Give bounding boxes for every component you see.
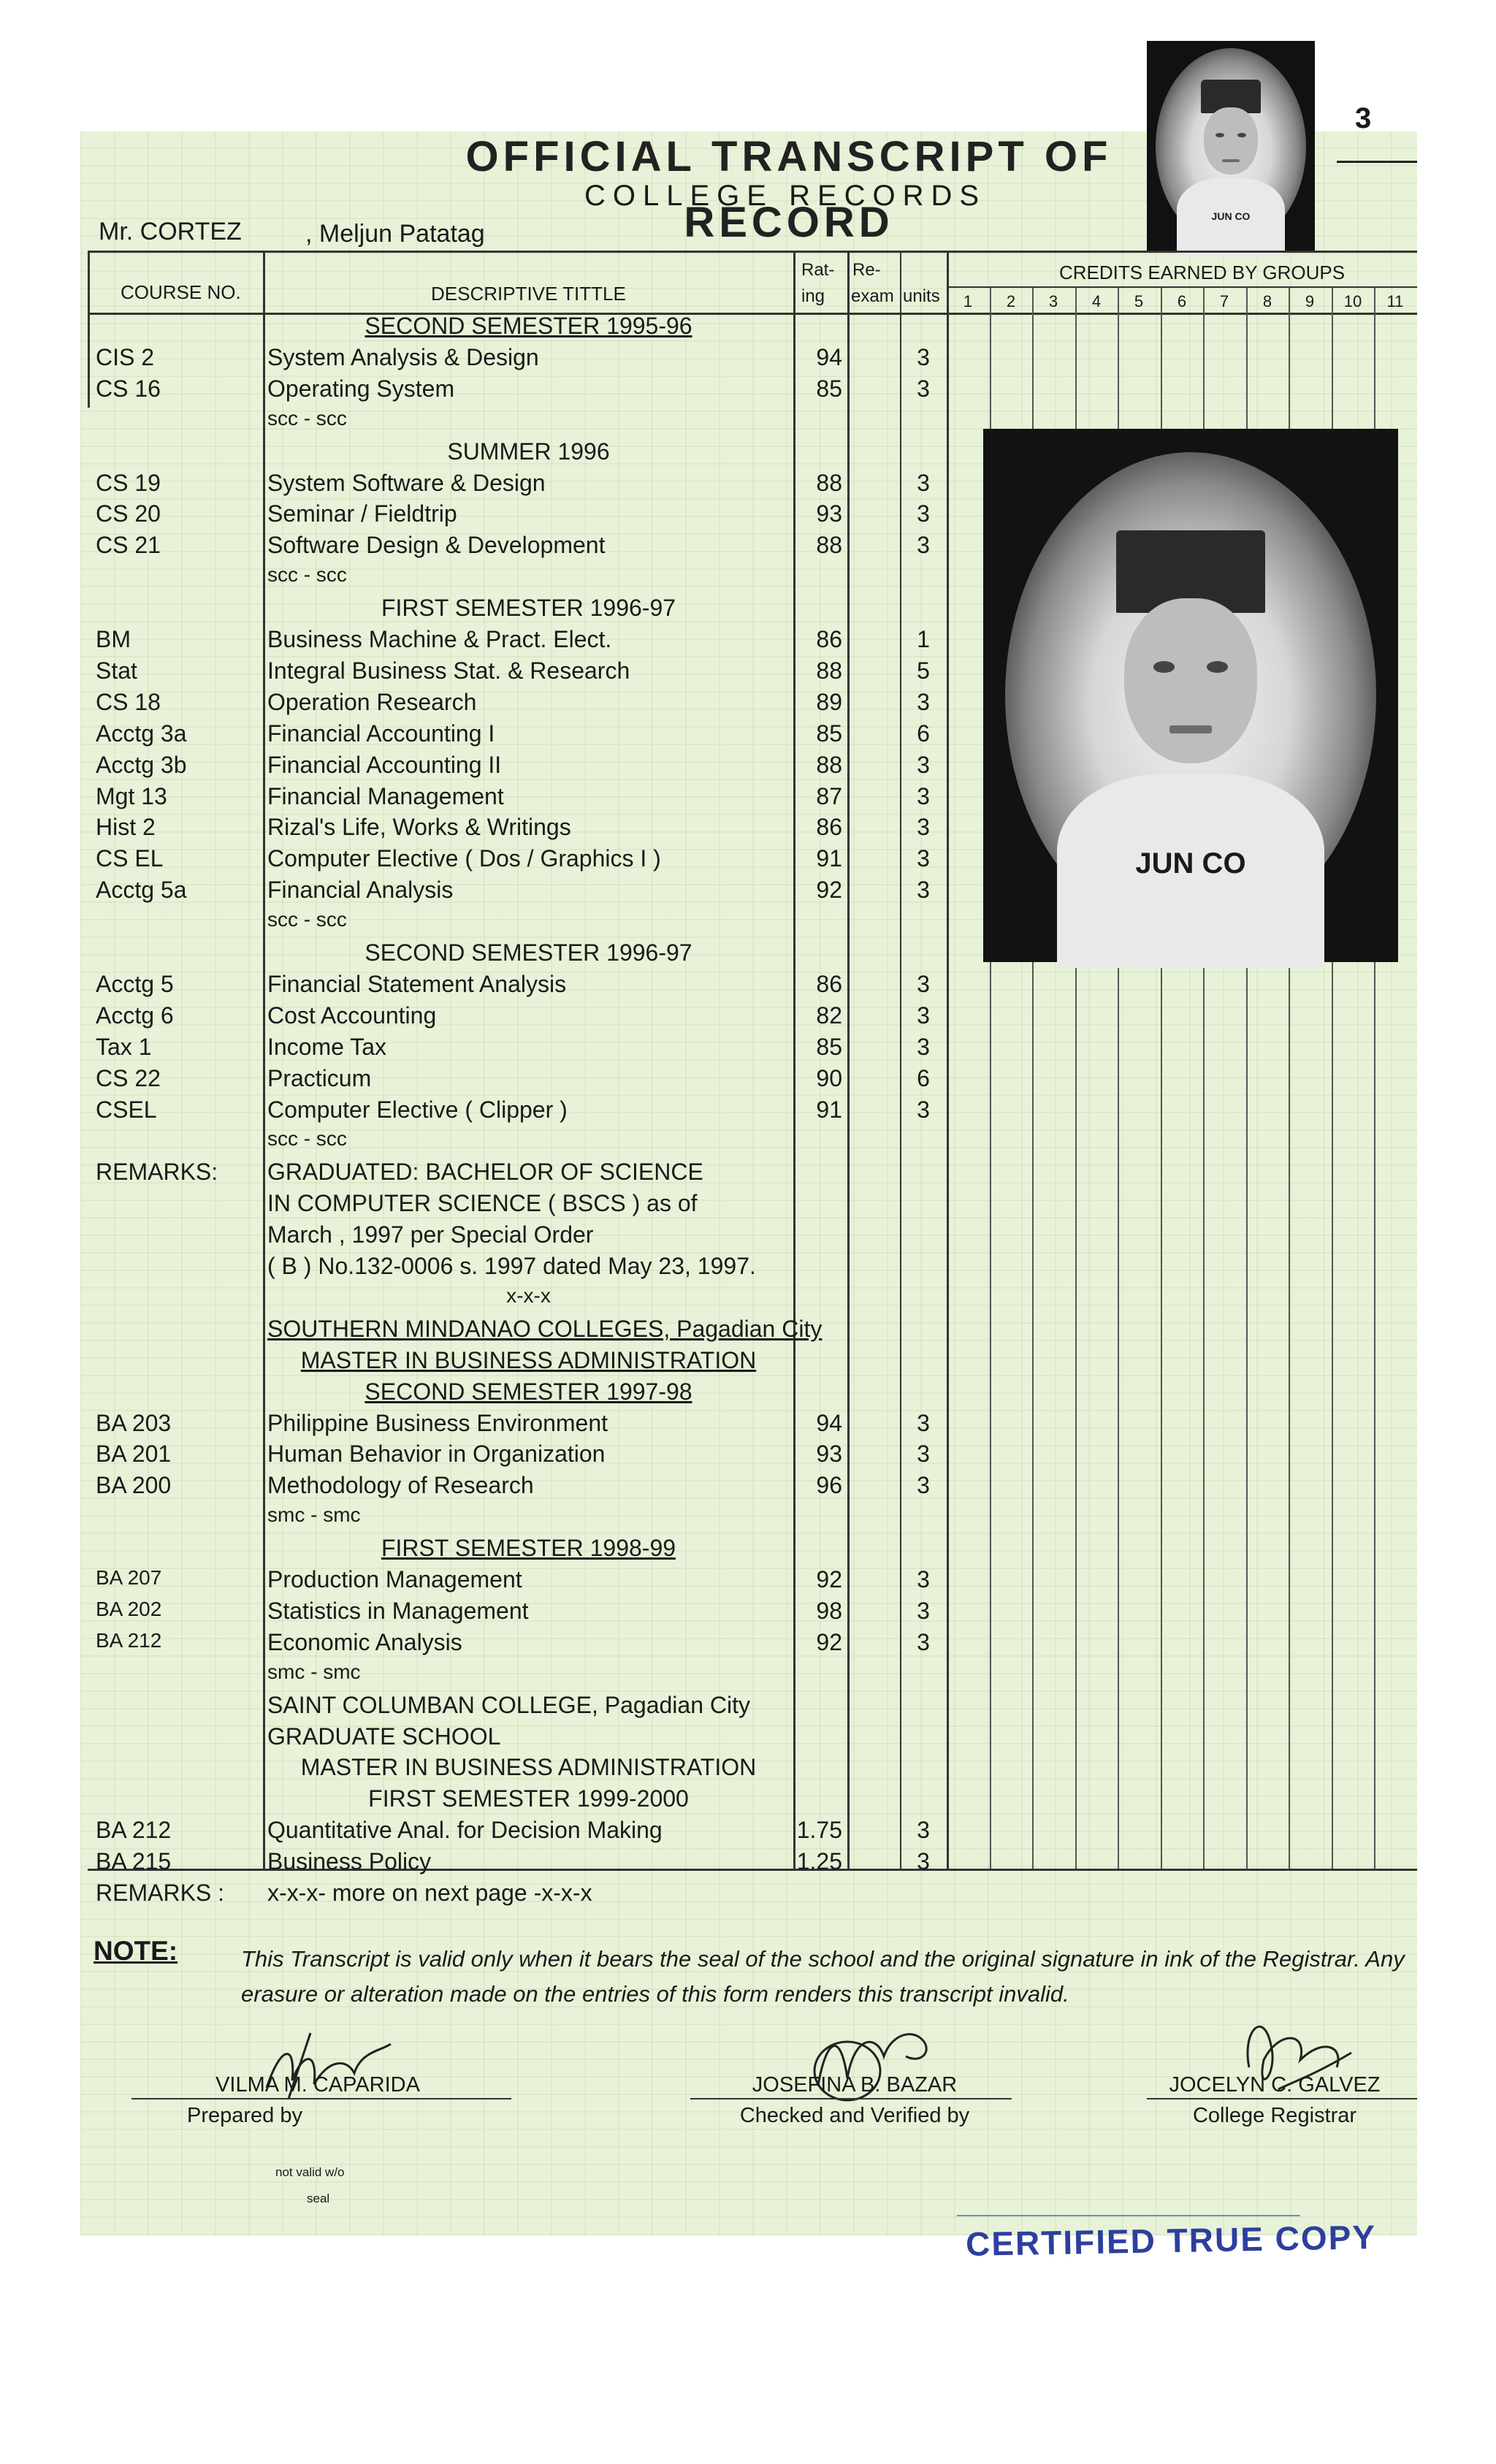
- credit-group-number: 7: [1219, 292, 1229, 310]
- course-code: Stat: [96, 657, 137, 684]
- credit-group-number: 5: [1134, 292, 1144, 310]
- course-description: Financial Accounting I: [267, 720, 495, 747]
- course-description: scc - scc: [267, 563, 347, 586]
- course-units: 3: [917, 1848, 930, 1874]
- course-code: Acctg 5a: [96, 877, 187, 903]
- course-code: BA 207: [96, 1566, 162, 1589]
- header-credits: CREDITS EARNED BY GROUPS: [1059, 262, 1346, 283]
- course-description: Operation Research: [267, 689, 477, 715]
- course-description: Business Policy: [267, 1848, 432, 1874]
- course-rating: 88: [816, 752, 842, 778]
- course-description: Production Management: [267, 1566, 522, 1593]
- credit-group-number: 6: [1177, 292, 1187, 310]
- course-rating: 88: [816, 470, 842, 496]
- course-units: 3: [917, 1410, 930, 1436]
- stamp-rule: [957, 2215, 1300, 2216]
- column-divider-units: [900, 251, 901, 1869]
- course-units: 6: [917, 1065, 930, 1091]
- course-description: Human Behavior in Organization: [267, 1441, 606, 1467]
- course-description: ( B ) No.132-0006 s. 1997 dated May 23, 1997.: [267, 1253, 756, 1279]
- course-units: 3: [917, 877, 930, 903]
- course-units: 3: [917, 752, 930, 778]
- course-units: 3: [917, 1566, 930, 1593]
- course-code: Acctg 5: [96, 971, 174, 997]
- course-code: BA 215: [96, 1848, 172, 1874]
- course-units: 3: [917, 1472, 930, 1498]
- course-description: SECOND SEMESTER 1995-96: [365, 313, 692, 339]
- course-description: MASTER IN BUSINESS ADMINISTRATION: [300, 1347, 757, 1373]
- course-description: Statistics in Management: [267, 1598, 529, 1624]
- course-units: 3: [917, 1441, 930, 1467]
- course-description: Financial Accounting II: [267, 752, 502, 778]
- course-description: FIRST SEMESTER 1999-2000: [368, 1785, 689, 1812]
- course-description: x-x-x: [506, 1284, 551, 1307]
- course-description: System Analysis & Design: [267, 344, 539, 370]
- course-rating: 93: [816, 1441, 842, 1467]
- course-rating: 82: [816, 1002, 842, 1029]
- credit-group-number: 2: [1006, 292, 1016, 310]
- header-rating-top: Rat-: [801, 260, 835, 280]
- course-rating: 91: [816, 1096, 842, 1123]
- course-units: 3: [917, 1629, 930, 1655]
- table-top-rule: [88, 251, 1417, 253]
- course-description: scc - scc: [267, 908, 347, 931]
- course-code: BA 212: [96, 1629, 162, 1652]
- course-description: FIRST SEMESTER 1998-99: [381, 1535, 676, 1561]
- credit-group-number: 10: [1343, 292, 1362, 310]
- signature-line-preparer: [131, 2098, 511, 2099]
- course-description: SECOND SEMESTER 1997-98: [365, 1378, 692, 1405]
- seal-note-line-2: seal: [307, 2192, 330, 2205]
- course-description: Methodology of Research: [267, 1472, 534, 1498]
- course-units: 3: [917, 1096, 930, 1123]
- seal-note-line-1: not valid w/o: [275, 2165, 345, 2179]
- course-units: 3: [917, 971, 930, 997]
- course-description: scc - scc: [267, 1127, 347, 1150]
- course-description: smc - smc: [267, 1503, 361, 1526]
- course-rating: 92: [816, 877, 842, 903]
- course-units: 3: [917, 470, 930, 496]
- course-description: Computer Elective ( Clipper ): [267, 1096, 568, 1123]
- course-rating: 1.25: [796, 1848, 842, 1874]
- credit-group-number: 8: [1262, 292, 1272, 310]
- course-units: 3: [917, 1817, 930, 1843]
- course-code: BA 202: [96, 1598, 162, 1620]
- header-units: units: [903, 286, 940, 306]
- course-units: 3: [917, 689, 930, 715]
- course-description: Cost Accounting: [267, 1002, 437, 1029]
- course-units: 3: [917, 783, 930, 809]
- course-description: GRADUATED: BACHELOR OF SCIENCE: [267, 1159, 703, 1185]
- course-code: REMARKS:: [96, 1159, 218, 1185]
- course-code: BA 200: [96, 1472, 172, 1498]
- course-code: BA 203: [96, 1410, 172, 1436]
- credits-subheader-rule: [947, 286, 1417, 288]
- course-description: SOUTHERN MINDANAO COLLEGES, Pagadian City: [267, 1316, 823, 1342]
- course-code: Hist 2: [96, 814, 156, 840]
- course-rating: 87: [816, 783, 842, 809]
- course-description: Computer Elective ( Dos / Graphics I ): [267, 845, 661, 871]
- course-rating: 92: [816, 1629, 842, 1655]
- course-description: GRADUATE SCHOOL: [267, 1723, 501, 1750]
- course-rating: 90: [816, 1065, 842, 1091]
- course-description: IN COMPUTER SCIENCE ( BSCS ) as of: [267, 1190, 698, 1216]
- course-rating: 98: [816, 1598, 842, 1624]
- header-reexam-top: Re-: [852, 260, 881, 280]
- course-description: System Software & Design: [267, 470, 546, 496]
- note-text: This Transcript is valid only when it bears the seal of the school and the original signature in ink of the Registrar. Any erasure or alteration made on the entries of this form renders this transcript invalid.: [241, 1946, 1405, 2007]
- course-rating: 96: [816, 1472, 842, 1498]
- course-description: scc - scc: [267, 407, 347, 430]
- course-code: CS 19: [96, 470, 161, 496]
- course-code: REMARKS :: [96, 1880, 225, 1906]
- course-description: Financial Management: [267, 783, 504, 809]
- header-reexam-bottom: exam: [851, 286, 894, 306]
- certified-true-copy-stamp: CERTIFIED TRUE COPY: [965, 2218, 1377, 2263]
- course-rating: 94: [816, 1410, 842, 1436]
- course-units: 3: [917, 375, 930, 402]
- course-description: Integral Business Stat. & Research: [267, 657, 630, 684]
- course-rating: 86: [816, 971, 842, 997]
- course-code: Acctg 3a: [96, 720, 187, 747]
- photo-caption-small: JUN CO: [1211, 210, 1251, 222]
- course-code: CS EL: [96, 845, 164, 871]
- course-code: Mgt 13: [96, 783, 167, 809]
- course-description: Business Machine & Pract. Elect.: [267, 626, 612, 652]
- course-code: CS 16: [96, 375, 161, 402]
- column-divider-credits: [947, 251, 949, 1869]
- course-description: SUMMER 1996: [447, 438, 610, 465]
- course-rating: 92: [816, 1566, 842, 1593]
- signatory-name-verifier: JOSEFINA B. BAZAR: [752, 2073, 958, 2097]
- course-code: BA 212: [96, 1817, 172, 1843]
- course-description: Financial Statement Analysis: [267, 971, 567, 997]
- course-rating: 85: [816, 1034, 842, 1060]
- course-rating: 85: [816, 375, 842, 402]
- course-description: Operating System: [267, 375, 455, 402]
- course-description: Rizal's Life, Works & Writings: [267, 814, 571, 840]
- course-description: Financial Analysis: [267, 877, 454, 903]
- course-description: Practicum: [267, 1065, 372, 1091]
- course-rating: 91: [816, 845, 842, 871]
- column-divider-reexam: [847, 251, 850, 1869]
- header-rating-bottom: ing: [801, 286, 825, 306]
- student-first-name: , Meljun Patatag: [305, 220, 485, 248]
- credit-group-number: 4: [1091, 292, 1102, 310]
- course-code: BA 201: [96, 1441, 172, 1467]
- course-rating: 93: [816, 500, 842, 527]
- course-description: MASTER IN BUSINESS ADMINISTRATION: [300, 1754, 757, 1780]
- course-code: CS 18: [96, 689, 161, 715]
- course-description: SECOND SEMESTER 1996-97: [365, 939, 692, 966]
- course-description: Economic Analysis: [267, 1629, 462, 1655]
- course-rating: 88: [816, 532, 842, 558]
- course-rating: 86: [816, 626, 842, 652]
- note-label: NOTE:: [94, 1936, 178, 1966]
- course-rating: 89: [816, 689, 842, 715]
- course-units: 1: [917, 626, 930, 652]
- course-units: 3: [917, 344, 930, 370]
- document-title: OFFICIAL TRANSCRIPT OF RECORD: [465, 133, 1113, 246]
- course-code: CIS 2: [96, 344, 155, 370]
- course-code: CS 22: [96, 1065, 161, 1091]
- signatory-name-preparer: VILMA M. CAPARIDA: [215, 2073, 420, 2097]
- course-rating: 94: [816, 344, 842, 370]
- student-photo-large: [983, 429, 1398, 962]
- credit-group-number: 9: [1305, 292, 1315, 310]
- signatory-role-verifier: Checked and Verified by: [739, 2104, 970, 2127]
- course-units: 3: [917, 814, 930, 840]
- course-rating: 88: [816, 657, 842, 684]
- document-subtitle: COLLEGE RECORDS: [584, 180, 987, 212]
- course-units: 3: [917, 1034, 930, 1060]
- course-description: smc - smc: [267, 1660, 361, 1683]
- credit-group-number: 3: [1048, 292, 1058, 310]
- course-code: CS 21: [96, 532, 161, 558]
- course-description: Seminar / Fieldtrip: [267, 500, 457, 527]
- header-course-no: COURSE NO.: [121, 281, 241, 303]
- header-description: DESCRIPTIVE TITTLE: [431, 283, 626, 305]
- course-code: Tax 1: [96, 1034, 152, 1060]
- credit-group-number: 1: [963, 292, 973, 310]
- course-units: 3: [917, 532, 930, 558]
- course-units: 3: [917, 1002, 930, 1029]
- signatory-role-preparer: Prepared by: [187, 2104, 302, 2127]
- signatory-name-registrar: JOCELYN C. GALVEZ: [1169, 2073, 1381, 2097]
- course-description: Software Design & Development: [267, 532, 606, 558]
- course-code: BM: [96, 626, 131, 652]
- page-number: 3: [1355, 102, 1372, 134]
- table-left-edge: [88, 251, 90, 408]
- course-description: Income Tax: [267, 1034, 387, 1060]
- signatory-role-registrar: College Registrar: [1192, 2104, 1357, 2127]
- course-description: SAINT COLUMBAN COLLEGE, Pagadian City: [267, 1692, 750, 1718]
- course-description: Philippine Business Environment: [267, 1410, 608, 1436]
- course-rating: 1.75: [796, 1817, 842, 1843]
- course-rating: 85: [816, 720, 842, 747]
- credit-group-number: 11: [1386, 292, 1404, 310]
- course-description: March , 1997 per Special Order: [267, 1221, 594, 1248]
- course-description: FIRST SEMESTER 1996-97: [381, 595, 676, 621]
- signature-line-registrar: [1147, 2098, 1417, 2099]
- course-units: 3: [917, 845, 930, 871]
- course-units: 6: [917, 720, 930, 747]
- course-code: CS 20: [96, 500, 161, 527]
- course-rating: 86: [816, 814, 842, 840]
- course-units: 3: [917, 500, 930, 527]
- signature-line-verifier: [690, 2098, 1012, 2099]
- student-last-name: Mr. CORTEZ: [99, 218, 242, 245]
- course-units: 5: [917, 657, 930, 684]
- course-description: x-x-x- more on next page -x-x-x: [267, 1880, 592, 1906]
- page-number-rule: [1337, 161, 1417, 163]
- course-description: Quantitative Anal. for Decision Making: [267, 1817, 663, 1843]
- photo-caption-large: JUN CO: [1135, 847, 1246, 880]
- course-units: 3: [917, 1598, 930, 1624]
- course-code: Acctg 3b: [96, 752, 187, 778]
- course-code: CSEL: [96, 1096, 157, 1123]
- course-code: Acctg 6: [96, 1002, 174, 1029]
- column-divider-course: [263, 251, 265, 1869]
